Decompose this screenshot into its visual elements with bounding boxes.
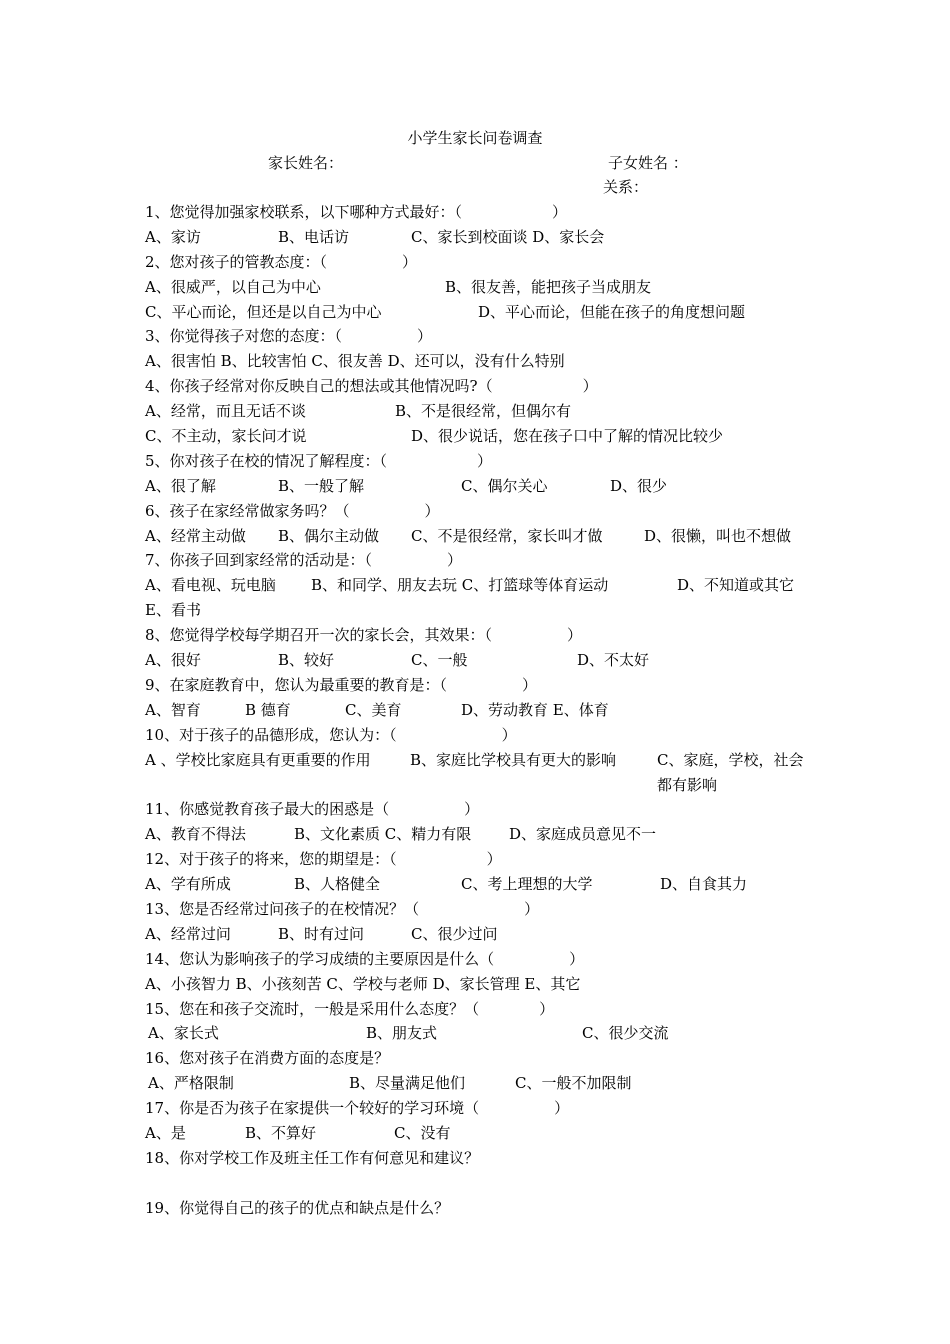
option: C、考上理想的大学 <box>461 875 593 894</box>
option: C、很少交流 <box>582 1024 669 1043</box>
option: D、平心而论，但能在孩子的角度想问题 <box>478 302 746 321</box>
option: A、是 <box>145 1123 186 1142</box>
option: A 、学校比家庭具有更重要的作用 <box>145 750 371 769</box>
option: B、家庭比学校具有更大的影响 <box>410 750 617 769</box>
page-title: 小学生家长问卷调查 <box>407 129 543 147</box>
option: A、严格限制 <box>148 1074 234 1093</box>
options-row <box>145 648 813 673</box>
option: A、很害怕 B、比较害怕 C、很友善 D、还可以，没有什么特别 <box>145 352 565 371</box>
options-row <box>145 922 813 947</box>
options-row <box>145 424 813 449</box>
option: D、不太好 <box>577 651 650 670</box>
question-19: 19、你觉得自己的孩子的优点和缺点是什么？ <box>145 1198 450 1217</box>
option: B 德育 <box>245 700 291 719</box>
option: D、家庭成员意见不一 <box>509 825 657 844</box>
option: A、小孩智力 B、小孩刻苦 C、学校与老师 D、家长管理 E、其它 <box>145 974 581 993</box>
option: B、文化素质 C、精力有限 <box>294 825 472 844</box>
option: C、一般不加限制 <box>515 1074 632 1093</box>
option: A、经常，而且无话不谈 <box>145 402 306 421</box>
option: B、电话访 <box>278 227 350 246</box>
options-row <box>145 872 813 897</box>
option: B、朋友式 <box>366 1024 438 1043</box>
answer-space <box>145 1171 813 1196</box>
option: C、没有 <box>394 1123 451 1142</box>
option: C、平心而论，但还是以自己为中心 <box>145 302 382 321</box>
options-row <box>145 524 813 549</box>
options-row <box>145 822 813 847</box>
option: A、学有所成 <box>145 875 231 894</box>
question-list <box>145 200 813 1221</box>
option: B、尽量满足他们 <box>349 1074 466 1093</box>
option: B、不算好 <box>245 1123 317 1142</box>
option: B、人格健全 <box>294 875 381 894</box>
option: D、很少说话，您在孩子口中了解的情况比较少 <box>411 427 724 446</box>
option: B、较好 <box>278 651 335 670</box>
question-15: 15、您在和孩子交流时，一般是采用什么态度？（ ） <box>145 999 555 1018</box>
options-row <box>145 698 813 723</box>
options-row <box>145 573 813 598</box>
options-row <box>145 275 813 300</box>
option: A、教育不得法 <box>145 825 246 844</box>
option: A、很好 <box>145 651 201 670</box>
option: B、偶尔主动做 <box>278 526 380 545</box>
option: E、看书 <box>145 601 201 620</box>
question-13: 13、您是否经常过问孩子的在校情况？（ ） <box>145 899 540 918</box>
option: C、家长到校面谈 D、家长会 <box>411 227 605 246</box>
question-14: 14、您认为影响孩子的学习成绩的主要原因是什么（ ） <box>145 949 585 968</box>
question-10: 10、对于孩子的品德形成，您认为：（ ） <box>145 725 517 744</box>
option: A、家访 <box>145 227 201 246</box>
option: A、很了解 <box>145 476 216 495</box>
option: A、看电视、玩电脑 <box>145 576 276 595</box>
option: C、不主动，家长问才说 <box>145 427 307 446</box>
option: A、家长式 <box>148 1024 219 1043</box>
question-11: 11、你感觉教育孩子最大的困惑是（ ） <box>145 800 480 819</box>
option: B、时有过问 <box>278 924 365 943</box>
question-8: 8、您觉得学校每学期召开一次的家长会，其效果：（ ） <box>145 626 583 645</box>
options-row <box>145 1071 813 1096</box>
option: D、不知道或其它 <box>677 576 795 595</box>
options-row <box>145 972 813 997</box>
question-12: 12、对于孩子的将来，您的期望是：（ ） <box>145 850 502 869</box>
options-row <box>145 300 813 325</box>
option: C、不是很经常，家长叫才做 <box>411 526 603 545</box>
option: A、经常过问 <box>145 924 231 943</box>
option: C、偶尔关心 <box>461 476 548 495</box>
question-9: 9、在家庭教育中，您认为最重要的教育是：（ ） <box>145 675 538 694</box>
relation-label: 关系： <box>603 178 649 196</box>
options-row <box>145 474 813 499</box>
option: A、很威严，以自己为中心 <box>145 277 321 296</box>
option: C、家庭，学校，社会都有影响 <box>657 750 804 794</box>
option: D、劳动教育 E、体育 <box>461 700 609 719</box>
question-1: 1、您觉得加强家校联系，以下哪种方式最好：（ ） <box>145 203 568 221</box>
option: B、和同学、朋友去玩 C、打篮球等体育运动 <box>311 576 609 595</box>
question-4: 4、你孩子经常对你反映自己的想法或其他情况吗?（ ） <box>145 377 598 396</box>
option: D、很懒，叫也不想做 <box>644 526 792 545</box>
option: C、很少过问 <box>411 924 498 943</box>
option: C、美育 <box>345 700 402 719</box>
question-17: 17、你是否为孩子在家提供一个较好的学习环境（ ） <box>145 1099 570 1118</box>
options-row <box>145 1021 813 1046</box>
option: B、不是很经常，但偶尔有 <box>395 402 572 421</box>
option: C、一般 <box>411 651 468 670</box>
question-3: 3、你觉得孩子对您的态度：（ ） <box>145 327 433 346</box>
question-2: 2、您对孩子的管教态度：（ ） <box>145 252 418 271</box>
options-row <box>145 399 813 424</box>
options-row <box>145 748 813 794</box>
question-16: 16、您对孩子在消费方面的态度是？ <box>145 1049 390 1068</box>
child-name-label: 子女姓名 ： <box>608 154 688 172</box>
parent-name-label: 家长姓名： <box>268 154 344 172</box>
option: B、一般了解 <box>278 476 365 495</box>
option: B、很友善，能把孩子当成朋友 <box>445 277 652 296</box>
question-18: 18、你对学校工作及班主任工作有何意见和建议？ <box>145 1148 480 1167</box>
options-row <box>145 225 813 250</box>
option: D、很少 <box>610 476 668 495</box>
options-row <box>145 1121 813 1146</box>
option: A、经常主动做 <box>145 526 246 545</box>
options-row <box>145 598 813 623</box>
question-5: 5、你对孩子在校的情况了解程度：（ ） <box>145 451 493 470</box>
question-7: 7、你孩子回到家经常的活动是：（ ） <box>145 551 463 570</box>
question-6: 6、孩子在家经常做家务吗？（ ） <box>145 501 440 520</box>
option: D、自食其力 <box>660 875 748 894</box>
options-row <box>145 349 813 374</box>
option: A、智育 <box>145 700 201 719</box>
